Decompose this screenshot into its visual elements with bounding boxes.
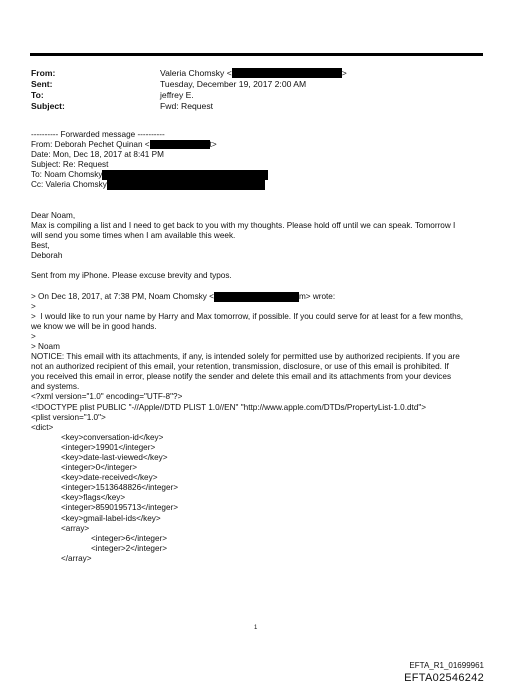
xml-plist: <plist version="1.0"> <box>31 412 106 422</box>
notice-line: not an authorized recipient of this email, your retention, transmission, disclosure, or use of this email is prohibited. If <box>31 362 449 372</box>
xml-doctype: <!DOCTYPE plist PUBLIC "-//Apple//DTD PLIST 1.0//EN" "http://www.apple.com/DTDs/PropertyList-1.0.dtd"> <box>31 402 427 412</box>
quote-marker: > <box>31 331 36 341</box>
redaction-block <box>102 170 268 180</box>
sent-from-line: Sent from my iPhone. Please excuse brevity and typos. <box>31 271 232 281</box>
email-body <box>31 130 483 564</box>
subject-value: Fwd: Request <box>160 101 214 111</box>
xml-line: <array> <box>61 523 90 533</box>
xml-line: <integer>0</integer> <box>61 463 138 473</box>
quoted-line: > I would like to run your name by Harry and Max tomorrow, if possible. If you could serve for at least for a few months, <box>31 311 464 321</box>
xml-line: <integer>8590195713</integer> <box>61 503 179 513</box>
xml-line: </array> <box>61 553 92 563</box>
notice-line: you received this email in error, please notify the sender and delete this email and its attachments from your devices <box>31 372 452 382</box>
subject-label: Subject: <box>31 101 65 111</box>
from-label: From: <box>31 68 56 78</box>
forwarded-cc: Cc: Valeria Chomsky <box>31 180 483 190</box>
redaction-block <box>214 292 299 302</box>
redaction-block <box>107 180 265 190</box>
to-label: To: <box>31 90 44 100</box>
xml-line: <key>flags</key> <box>61 493 126 503</box>
redaction-block <box>232 68 342 78</box>
document-reference-large: EFTA02546242 <box>404 672 484 684</box>
quote-marker: > <box>31 301 36 311</box>
page-number: 1 <box>254 625 258 631</box>
message-line: Max is compiling a list and I need to get back to you with my thoughts. Please hold off until we can speak. Tomorrow I <box>31 220 456 230</box>
quoted-line: we know we will be in good hands. <box>31 321 157 331</box>
xml-line: <integer>19901</integer> <box>61 442 156 452</box>
quoted-sign: > Noam <box>31 341 60 351</box>
header-rule <box>30 53 483 56</box>
notice-line: NOTICE: This email with its attachments, if any, is intended solely for permitted use by authorized recipients. If you are <box>31 352 460 362</box>
xml-line: <key>conversation-id</key> <box>61 432 164 442</box>
xml-declaration: <?xml version="1.0" encoding="UTF-8"?> <box>31 392 183 402</box>
signature: Deborah <box>31 251 63 261</box>
to-value: jeffrey E. <box>160 90 194 100</box>
forwarded-banner: ---------- Forwarded message ---------- <box>31 130 165 139</box>
greeting: Dear Noam, <box>31 210 76 220</box>
document-reference-small: EFTA_R1_01699961 <box>409 661 484 670</box>
from-value: Valeria Chomsky < > <box>160 68 347 78</box>
forwarded-date: Date: Mon, Dec 18, 2017 at 8:41 PM <box>31 150 164 160</box>
closing: Best, <box>31 241 50 251</box>
forwarded-subject: Subject: Re: Request <box>31 160 109 170</box>
xml-line: <key>gmail-label-ids</key> <box>61 513 161 523</box>
xml-line: <key>date-received</key> <box>61 473 158 483</box>
sent-value: Tuesday, December 19, 2017 2:00 AM <box>160 79 307 89</box>
forwarded-from: From: Deborah Pechet Quinan < t> <box>31 140 217 150</box>
xml-line: <integer>2</integer> <box>91 543 168 553</box>
xml-line: <integer>6</integer> <box>91 533 168 543</box>
quoted-intro: > On Dec 18, 2017, at 7:38 PM, Noam Chomsky < m> wrote: <box>31 291 336 301</box>
forwarded-to: To: Noam Chomsky <box>31 170 483 180</box>
sent-label: Sent: <box>31 79 53 89</box>
xml-dict: <dict> <box>31 422 54 432</box>
xml-line: <key>date-last-viewed</key> <box>61 453 168 462</box>
notice-line: and systems. <box>31 382 80 392</box>
xml-line: <integer>1513648826</integer> <box>61 483 179 493</box>
redaction-block <box>150 140 210 149</box>
message-line: will send you some times when I am available this week. <box>31 230 236 240</box>
